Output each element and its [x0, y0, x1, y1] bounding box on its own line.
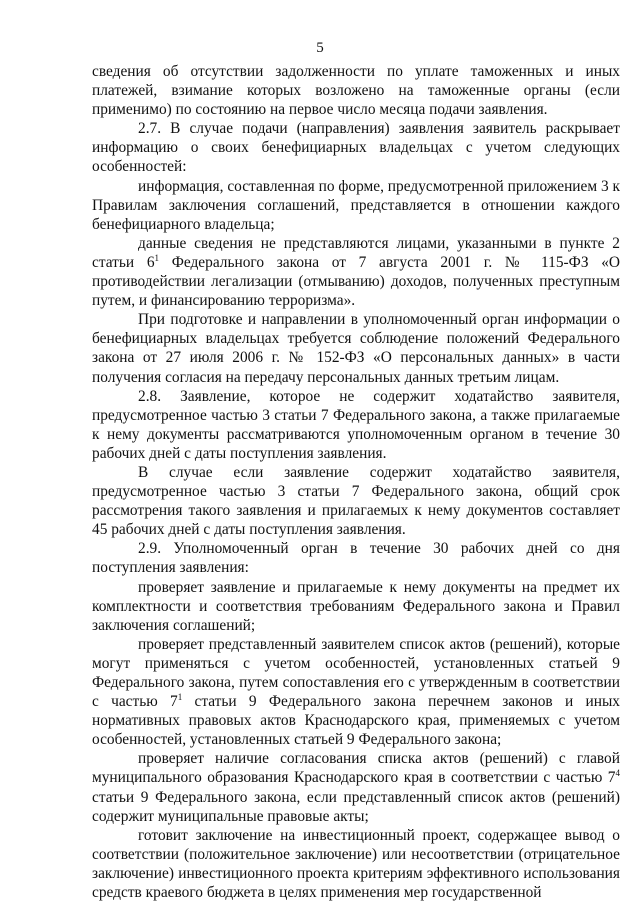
paragraph-text: проверяет представленный заявителем список актов (решений), которые могут применяться с учетом особенностей, установленных статьей 9 Федерального закона, путем сопоставления его с утвержденным в соответствии с частью 7 — [92, 635, 620, 711]
paragraph-text: В случае если заявление содержит ходатайство заявителя, предусмотренное частью 3 статьи 7 Федерального закона, общий срок рассмотрения такого заявления и прилагаемых к нему документов составляет 45 рабочих дней с даты поступления заявления. — [92, 463, 620, 539]
superscript: 4 — [615, 768, 620, 779]
superscript: 1 — [154, 252, 160, 263]
paragraph — [92, 578, 620, 635]
paragraph-text: 2.8. Заявление, которое не содержит ходатайство заявителя, предусмотренное частью 3 статьи 7 Федерального закона, а также прилагаемые к нему документы рассматриваются уполномоченным органом в течение 30 рабочих дней с даты поступления заявления. — [92, 387, 620, 462]
paragraph-text: данные сведения не представляются лицами, указанными в пункте 2 статьи 6 — [92, 234, 620, 271]
paragraph — [92, 119, 620, 176]
paragraph-text: При подготовке и направлении в уполномоченный орган информации о бенефициарных владельцах требуется соблюдение положений Федерального закона от 27 июля 2006 г. № 152-ФЗ «О персональных данных» в части получения согласия на передачу персональных данных третьим лицам. — [92, 311, 620, 386]
paragraph — [92, 62, 620, 119]
paragraph — [92, 635, 620, 750]
document-body — [92, 62, 620, 902]
page-number: 5 — [316, 40, 324, 56]
paragraph-text: информация, составленная по форме, предусмотренной приложением 3 к Правилам заключения соглашений, представляется в отношении каждого бенефициарного владельца; — [92, 177, 620, 233]
paragraph — [92, 234, 620, 310]
paragraph-text: проверяет наличие согласования списка актов (решений) с главой муниципального образования Краснодарского края в соответствии с частью 7 — [92, 750, 620, 787]
paragraph-text: статьи 9 Федерального закона, если представленный список актов (решений) содержит муниципальные правовые акты; — [92, 788, 620, 825]
paragraph — [92, 539, 620, 577]
paragraph — [92, 177, 620, 234]
paragraph — [92, 387, 620, 463]
paragraph-text: 2.9. Уполномоченный орган в течение 30 рабочих дней со дня поступления заявления: — [92, 540, 620, 577]
paragraph — [92, 749, 620, 825]
paragraph-text: проверяет заявление и прилагаемые к нему документы на предмет их комплектности и соответствия требованиям Федерального закона и Правил заключения соглашений; — [92, 578, 620, 634]
superscript: 1 — [177, 691, 183, 702]
paragraph-text: Федерального закона от 7 августа 2001 г. № 115-ФЗ «О противодействии легализации (отмыванию) доходов, полученных преступным путем, и финансированию терроризма». — [92, 253, 621, 310]
paragraph — [92, 826, 620, 902]
paragraph — [92, 310, 620, 386]
paragraph-text: готовит заключение на инвестиционный проект, содержащее вывод о соответствии (положительное заключение) или несоответствии (отрицательное заключение) инвестиционного проекта критериям эффективного использования средств краевого бюджета в целях применения мер государственной — [92, 826, 620, 902]
paragraph — [92, 463, 620, 539]
paragraph-text: статьи 9 Федерального закона перечнем законов и иных нормативных правовых актов Краснодарского края, применяемых с учетом особенностей, установленных статьей 9 Федерального закона; — [92, 693, 620, 749]
paragraph-text: сведения об отсутствии задолженности по уплате таможенных и иных платежей, взимание которых возложено на таможенные органы (если применимо) по состоянию на первое число месяца подачи заявления. — [92, 63, 620, 119]
paragraph-text: 2.7. В случае подачи (направления) заявления заявитель раскрывает информацию о своих бенефициарных владельцах с учетом следующих особенностей: — [92, 120, 620, 176]
